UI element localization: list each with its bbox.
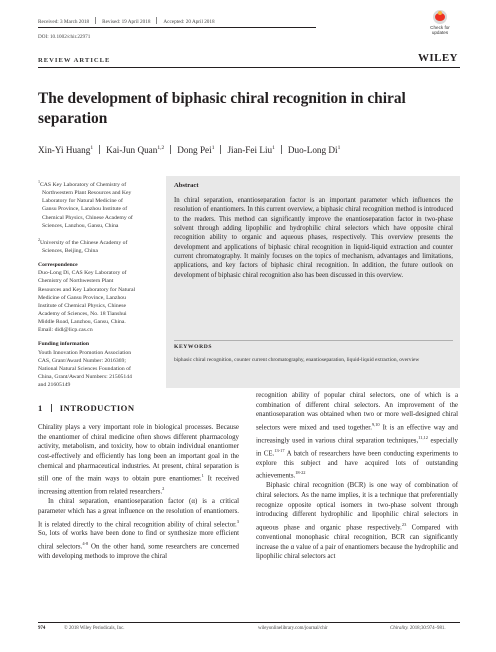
citation[interactable]: 13-17 [274, 447, 285, 453]
section-label: REVIEW ARTICLE [38, 57, 111, 64]
author-separator [99, 145, 100, 154]
author-list [38, 145, 340, 155]
correspondence-heading: Correspondence [38, 262, 78, 269]
paragraph: Biphasic chiral recognition (BCR) is one way of combination of chiral selectors. As the name implies, it is a technique that preferentially recognize opposite optical isomers in two-phase solvent through introducing different hydrophilic and lipophilic chiral selectors in aqueous phase and organic phase respectively.$^{23}$ Compared with conventional monophasic chiral recognition, BCR can significantly increase the α value of a pair of enantiomers because the hydrophilic and lipophilic chiral selectors act [256, 482, 459, 561]
funding-body: Youth Innovation Promotion Association CAS, Grant/Award Number: 2016369; National Natural Sciences Foundation of China, Grant/Award Numbers: 21505144 and 21605149 [38, 349, 132, 389]
paragraph: Chirality plays a very important role in biological processes. Because the enantiomer of chiral medicine often shows different pharmacology activity, metabolism, and toxicity, how to obtain individual enantiomer cost-effectively and efficiently has long been an important goal in the chemical and pharmaceutical industries. At present, chiral separation is still one of the main ways to obtain pure enantiomer.$^1$ It received increasing attention from related researchers.$^2$ [38, 424, 239, 496]
publisher-logo: WILEY [418, 52, 458, 64]
author[interactable]: Dong Pei$^1$ [177, 145, 215, 156]
body-column-right [256, 391, 458, 562]
citation[interactable]: 11,12 [418, 434, 428, 440]
citation[interactable]: 9,10 [371, 421, 380, 427]
keywords-divider [174, 340, 453, 341]
author[interactable]: Kai-Jun Quan$^{1,2}$ [106, 145, 165, 156]
header-divider [38, 27, 316, 28]
citation[interactable]: 3 [236, 518, 239, 524]
heading-separator [51, 404, 52, 412]
article-dates [38, 17, 215, 25]
paragraph: recognition ability of popular chiral selectors, one of which is a combination of different chiral selectors. An improvement of the enantioseparation was obtained when two or more well-designed chiral selectors were mixed and used together.$^{9,10}$ It is an effective way and increasingly used in various chiral separation techniques,$^{11,12}$ especially in CE.$^{13-17}$ A batch of researchers have been conducting experiments to explore this subject and have acquired lots of outstanding achievements.$^{18-22}$ [256, 392, 458, 480]
citation[interactable]: 18-22 [295, 470, 306, 476]
check-for-updates-badge[interactable] [423, 10, 457, 42]
accepted-date: Accepted: 20 April 2018 [163, 19, 215, 25]
date-separator [95, 17, 96, 24]
badge-label: Check for updates [430, 25, 450, 36]
footer-rule [38, 622, 460, 623]
keywords-list: biphasic chiral recognition, counter current chromatography, enantioseparation, liquid-liquid extraction, overview [174, 357, 420, 363]
correspondence-email[interactable]: Email: didl@licp.cas.cn [38, 327, 93, 334]
page-number: 974 [38, 626, 46, 631]
author[interactable]: Jian-Fei Liu$^1$ [227, 145, 275, 156]
abstract-text: In chiral separation, enantioseparation factor is an important parameter which influences the resolution of enantiomers. In this current overview, a biphasic chiral recognition method is introduced to the readers. This method can significantly improve the enantioseparation factor in two-phase solvent through adding lipophilic and hydrophilic chiral selectors which have opposite chiral recognition ability to organic and aqueous phases, respectively. This overview presents the development and applications of biphasic chiral recognition in liquid-liquid extraction and counter current chromatography. It mainly focuses on the topics of mechanism, advantages and limitations, applications, and key factors of biphasic chiral recognition. In addition, the future outlook on development of biphasic chiral recognition also has been discussed in this overview. [174, 197, 453, 279]
body-column-left [38, 423, 239, 562]
funding-heading: Funding information [38, 341, 90, 348]
author-separator [170, 145, 171, 154]
author-separator [281, 145, 282, 154]
revised-date: Revised: 19 April 2018 [102, 19, 151, 25]
citation-info: Chirality. 2018;30:974–981. [390, 626, 446, 631]
affiliation-2: $^2$University of the Chinese Academy of Sciences, Beijing, China [38, 236, 128, 254]
section-title: INTRODUCTION [59, 403, 135, 413]
section-heading [38, 403, 135, 413]
affiliations-column [38, 178, 138, 389]
citation[interactable]: 1 [201, 473, 204, 479]
author[interactable]: Xin-Yi Huang$^1$ [38, 145, 94, 156]
crossmark-icon [433, 10, 447, 24]
journal-url[interactable]: wileyonlinelibrary.com/journal/chir [258, 626, 328, 631]
affiliation-1: $^1$CAS Key Laboratory of Chemistry of Northwestern Plant Resources and Key Laboratory for Natural Medicine of Gansu Province, Lanzhou Institute of Chemical Physics, Chinese Academy of Sciences, Lanzhou, Gansu, China [38, 179, 133, 229]
header-rule [38, 67, 460, 68]
abstract-heading: Abstract [174, 182, 199, 189]
paragraph: In chiral separation, enantioseparation factor (α) is a critical parameter which has a great influence on the resolution of enantiomers. It is related directly to the chiral recognition ability of chiral selector.$^3$ So, lots of works have been done to find or synthesize more efficient chiral selectors.$^{4-8}$ On the other hand, some researchers are concerned with developing methods to improve the chiral [38, 498, 239, 561]
keywords-heading: KEYWORDS [174, 344, 213, 350]
copyright: © 2018 Wiley Periodicals, Inc. [64, 626, 125, 631]
citation[interactable]: 4-8 [82, 541, 89, 547]
citation[interactable]: 2 [162, 486, 165, 492]
received-date: Received: 3 March 2018 [38, 19, 90, 25]
date-separator [156, 17, 157, 24]
doi[interactable]: DOI: 10.1002/chir.22971 [38, 34, 91, 40]
correspondence-body: Duo-Long Di, CAS Key Laboratory of Chemistry of Northwestern Plant Resources and Key Laboratory for Natural Medicine of Gansu Province, Lanzhou Institute of Chemical Physics, Chinese Academy of Sciences, No. 18 Tianshui Middle Road, Lanzhou, Gansu, China. [38, 270, 136, 326]
article-title: The development of biphasic chiral recognition in chiral separation [38, 90, 406, 127]
author[interactable]: Duo-Long Di$^1$ [287, 145, 341, 156]
section-number: 1 [38, 403, 43, 413]
author-separator [220, 145, 221, 154]
citation[interactable]: 23 [401, 522, 407, 528]
